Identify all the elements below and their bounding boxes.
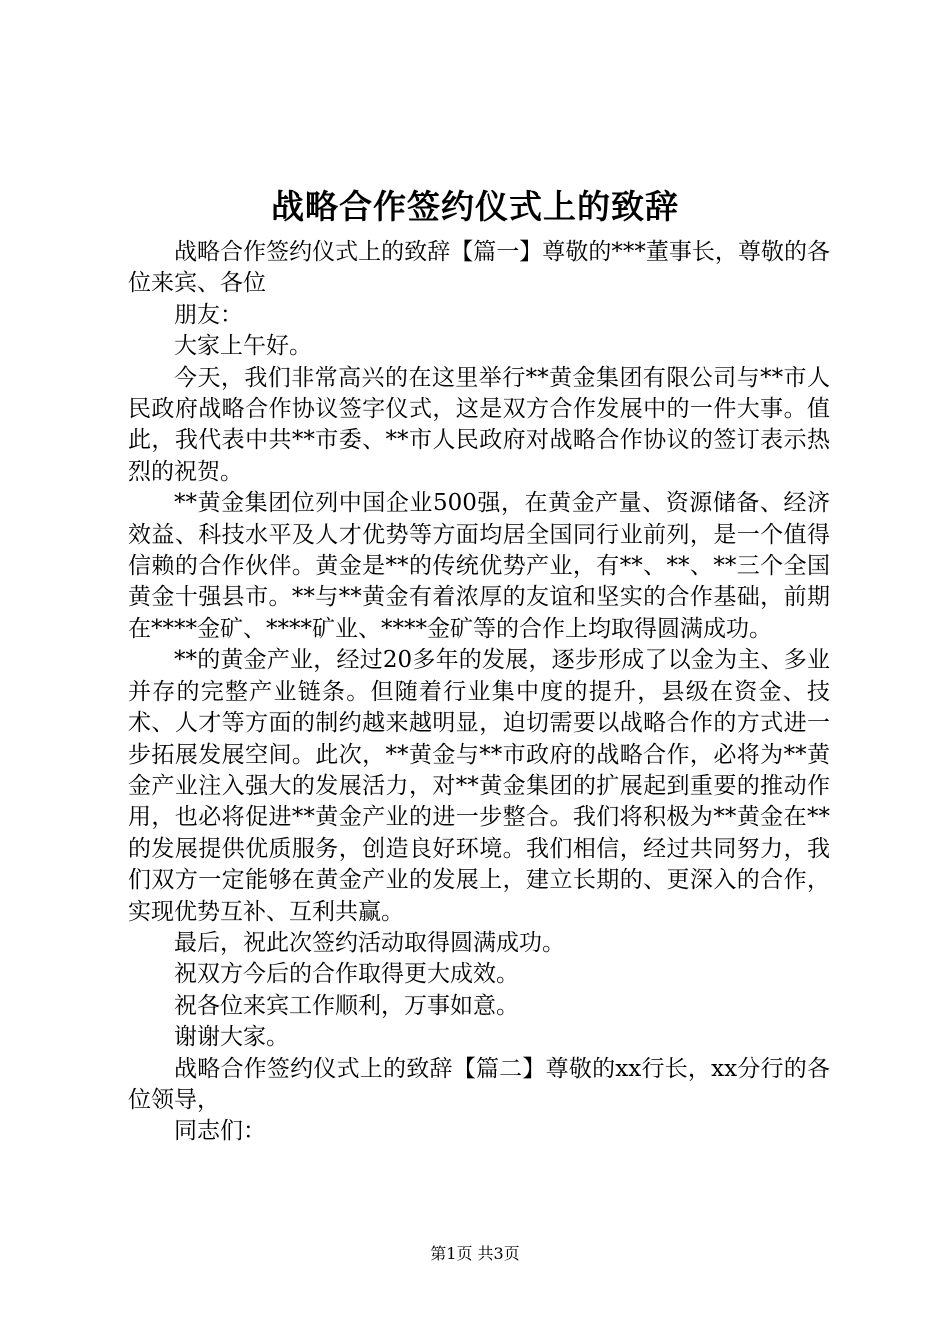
paragraph: 谢谢大家。 xyxy=(174,1024,289,1051)
paragraph: **的黄金产业，经过20多年的发展，逐步形成了以金为主、多业并存的完整产业链条。但随着行业集中度的提升，县级在资金、技术、人才等方面的制约越来越明显，迫切需要以战略合作的方式进一步拓展发展空间。此次，**黄金与**市政府的战略合作，必将为**黄金产业注入强大的发展活力，对**黄金集团的扩展起到重要的推动作用，也必将促进**黄金产业的进一步整合。我们将积极为**黄金在**的发展提供优质服务，创造良好环境。我们相信，经过共同努力，我们双方一定能够在黄金产业的发展上，建立长期的、更深入的合作，实现优势互补、互利共赢。 xyxy=(128,647,830,925)
paragraph: 今天，我们非常高兴的在这里举行**黄金集团有限公司与**市人民政府战略合作协议签字仪式，这是双方合作发展中的一件大事。值此，我代表中共**市委、**市人民政府对战略合作协议的签订表示热烈的祝贺。 xyxy=(128,364,830,485)
paragraph: 祝各位来宾工作顺利，万事如意。 xyxy=(174,992,519,1019)
document-title: 战略合作签约仪式上的致辞 xyxy=(271,187,679,226)
page-footer: 第1页 共3页 xyxy=(430,1244,520,1263)
paragraph: 朋友： xyxy=(174,301,243,328)
paragraph: 祝双方今后的合作取得更大成效。 xyxy=(174,961,519,988)
document-body xyxy=(128,237,830,1148)
paragraph: 最后，祝此次签约活动取得圆满成功。 xyxy=(174,929,565,956)
paragraph: 战略合作签约仪式上的致辞【篇一】尊敬的***董事长，尊敬的各位来宾、各位 xyxy=(128,239,830,297)
paragraph: 战略合作签约仪式上的致辞【篇二】尊敬的xx行长，xx分行的各位领导， xyxy=(128,1055,830,1113)
paragraph: **黄金集团位列中国企业500强，在黄金产量、资源储备、经济效益、科技水平及人才优势等方面均居全国同行业前列，是一个值得信赖的合作伙伴。黄金是**的传统优势产业，有**、**、**三个全国黄金十强县市。**与**黄金有着浓厚的友谊和坚实的合作基础，前期在****金矿、****矿业、****金矿等的合作上均取得圆满成功。 xyxy=(128,490,830,642)
paragraph: 同志们： xyxy=(174,1118,266,1145)
paragraph: 大家上午好。 xyxy=(174,333,312,360)
